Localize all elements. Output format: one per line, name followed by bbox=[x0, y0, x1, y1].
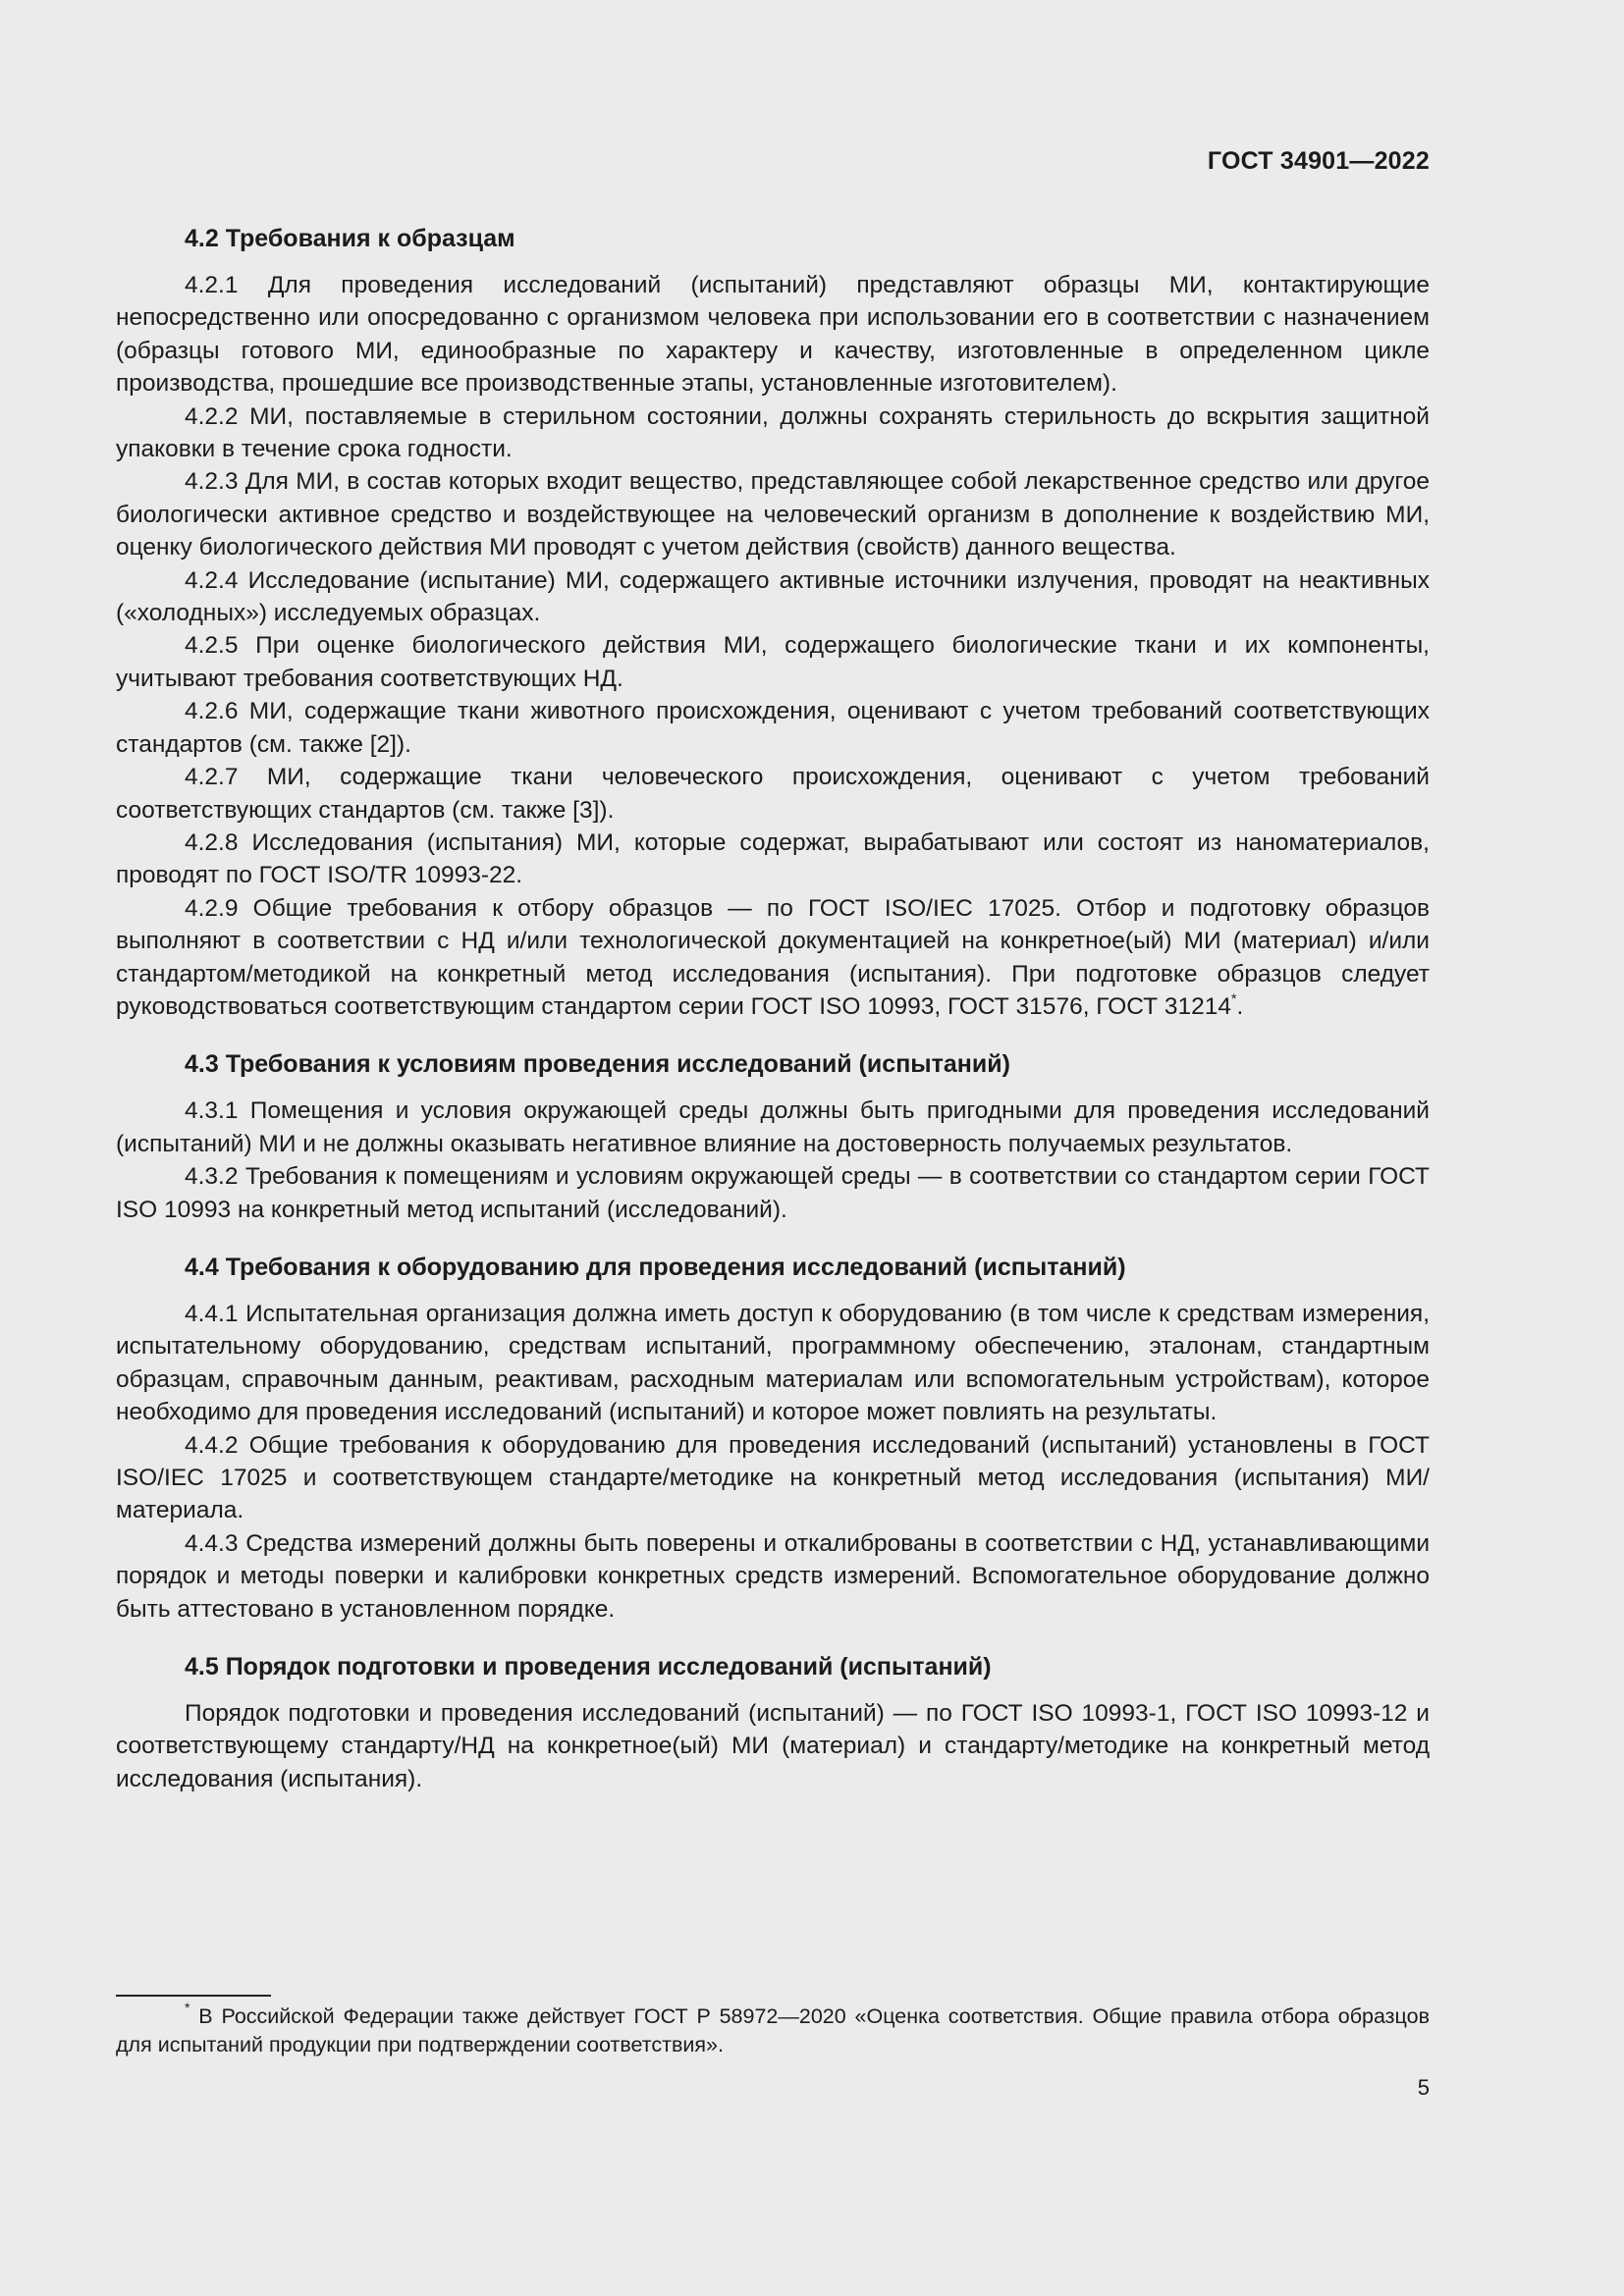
paragraph-4-4-3: 4.4.3 Средства измерений должны быть поверены и откалиброваны в соответствии с НД, устанавливающими порядок и методы поверки и калибровки конкретных средств измерений. Вспомогательное оборудование должно быть аттестовано в установленном порядке. bbox=[116, 1529, 1430, 1623]
footnote-separator bbox=[116, 1995, 271, 1997]
paragraph-4-2-9-end: . bbox=[1236, 992, 1244, 1020]
page-body bbox=[116, 223, 1430, 1795]
paragraph-4-2-2: 4.2.2 МИ, поставляемые в стерильном состоянии, должны сохранять стерильность до вскрытия защитной упаковки в течение срока годности. bbox=[116, 402, 1430, 463]
paragraph-4-2-8: 4.2.8 Исследования (испытания) МИ, которые содержат, вырабатывают или состоят из наноматериалов, проводят по ГОСТ ISO/TR 10993-22. bbox=[116, 828, 1430, 889]
paragraph-4-3-1: 4.3.1 Помещения и условия окружающей среды должны быть пригодными для проведения исследований (испытаний) МИ и не должны оказывать негативное влияние на достоверность получаемых результатов. bbox=[116, 1097, 1430, 1157]
paragraph-4-5: Порядок подготовки и проведения исследований (испытаний) — по ГОСТ ISO 10993-1, ГОСТ ISO 10993-12 и соответствующему стандарту/НД на конкретное(ый) МИ (материал) и стандарту/методике на конкретный метод исследования (испытания). bbox=[116, 1700, 1430, 1792]
standard-code: ГОСТ 34901—2022 bbox=[1207, 147, 1430, 175]
paragraph-4-2-9-text: 4.2.9 Общие требования к отбору образцов — по ГОСТ ISO/IEC 17025. Отбор и подготовку образцов выполняют в соответствии с НД и/или технологической документацией на конкретное(ый) МИ (материал) и/или стандартом/методикой на конкретный метод исследования (испытания). При подготовке образцов следует руководствоваться соответствующим стандартом серии ГОСТ ISO 10993, ГОСТ 31576, ГОСТ 31214 bbox=[116, 894, 1430, 1020]
paragraph-4-4-1: 4.4.1 Испытательная организация должна иметь доступ к оборудованию (в том числе к средствам измерения, испытательному оборудованию, средствам испытаний, программному обеспечению, эталонам, стандартным образцам, справочным данным, реактивам, расходным материалам или вспомогательным устройствам), которое необходимо для проведения исследований (испытаний) и которое может повлиять на результаты. bbox=[116, 1300, 1430, 1426]
paragraph-4-2-3: 4.2.3 Для МИ, в состав которых входит вещество, представляющее собой лекарственное средство или другое биологически активное средство и воздействующее на человеческий организм в дополнение к воздействию МИ, оценку биологического действия МИ проводят с учетом действия (свойств) данного вещества. bbox=[116, 468, 1430, 561]
paragraph-4-2-6: 4.2.6 МИ, содержащие ткани животного происхождения, оценивают с учетом требований соответствующих стандартов (см. также [2]). bbox=[116, 698, 1430, 758]
section-4-2-title: 4.2 Требования к образцам bbox=[185, 225, 515, 252]
paragraph-4-2-1: 4.2.1 Для проведения исследований (испытаний) представляют образцы МИ, контактирующие непосредственно или опосредованно с организмом человека при использовании его в соответствии с назначением (образцы готового МИ, единообразные по характеру и качеству, изготовленные в определенном цикле производства, прошедшие все производственные этапы, установленные изготовителем). bbox=[116, 272, 1430, 398]
section-4-4-title: 4.4 Требования к оборудованию для проведения исследований (испытаний) bbox=[185, 1253, 1126, 1281]
paragraph-4-2-5: 4.2.5 При оценке биологического действия МИ, содержащего биологические ткани и их компоненты, учитывают требования соответствующих НД. bbox=[116, 632, 1430, 692]
paragraph-4-2-7: 4.2.7 МИ, содержащие ткани человеческого происхождения, оценивают с учетом требований соответствующих стандартов (см. также [3]). bbox=[116, 764, 1430, 824]
page-number: 5 bbox=[1417, 2075, 1430, 2100]
footnote-mark: * bbox=[185, 2000, 190, 2015]
paragraph-4-3-2: 4.3.2 Требования к помещениям и условиям окружающей среды — в соответствии со стандартом серии ГОСТ ISO 10993 на конкретный метод испытаний (исследований). bbox=[116, 1163, 1430, 1223]
section-4-5-title: 4.5 Порядок подготовки и проведения исследований (испытаний) bbox=[185, 1653, 992, 1682]
footnote bbox=[116, 2002, 1430, 2059]
paragraph-4-2-9 bbox=[116, 892, 1430, 1024]
section-4-3-title: 4.3 Требования к условиям проведения исследований (испытаний) bbox=[185, 1050, 1010, 1079]
paragraph-4-4-2: 4.4.2 Общие требования к оборудованию для проведения исследований (испытаний) установлены в ГОСТ ISO/IEC 17025 и соответствующем стандарте/методике на конкретный метод исследования (испытания) МИ/материала. bbox=[116, 1431, 1430, 1524]
paragraph-4-2-4: 4.2.4 Исследование (испытание) МИ, содержащего активные источники излучения, проводят на неактивных («холодных») исследуемых образцах. bbox=[116, 566, 1430, 627]
footnote-reference-mark: * bbox=[1231, 989, 1237, 1006]
footnote-text: В Российской Федерации также действует ГОСТ Р 58972—2020 «Оценка соответствия. Общие правила отбора образцов для испытаний продукции при подтверждении соответствия». bbox=[116, 2004, 1430, 2056]
